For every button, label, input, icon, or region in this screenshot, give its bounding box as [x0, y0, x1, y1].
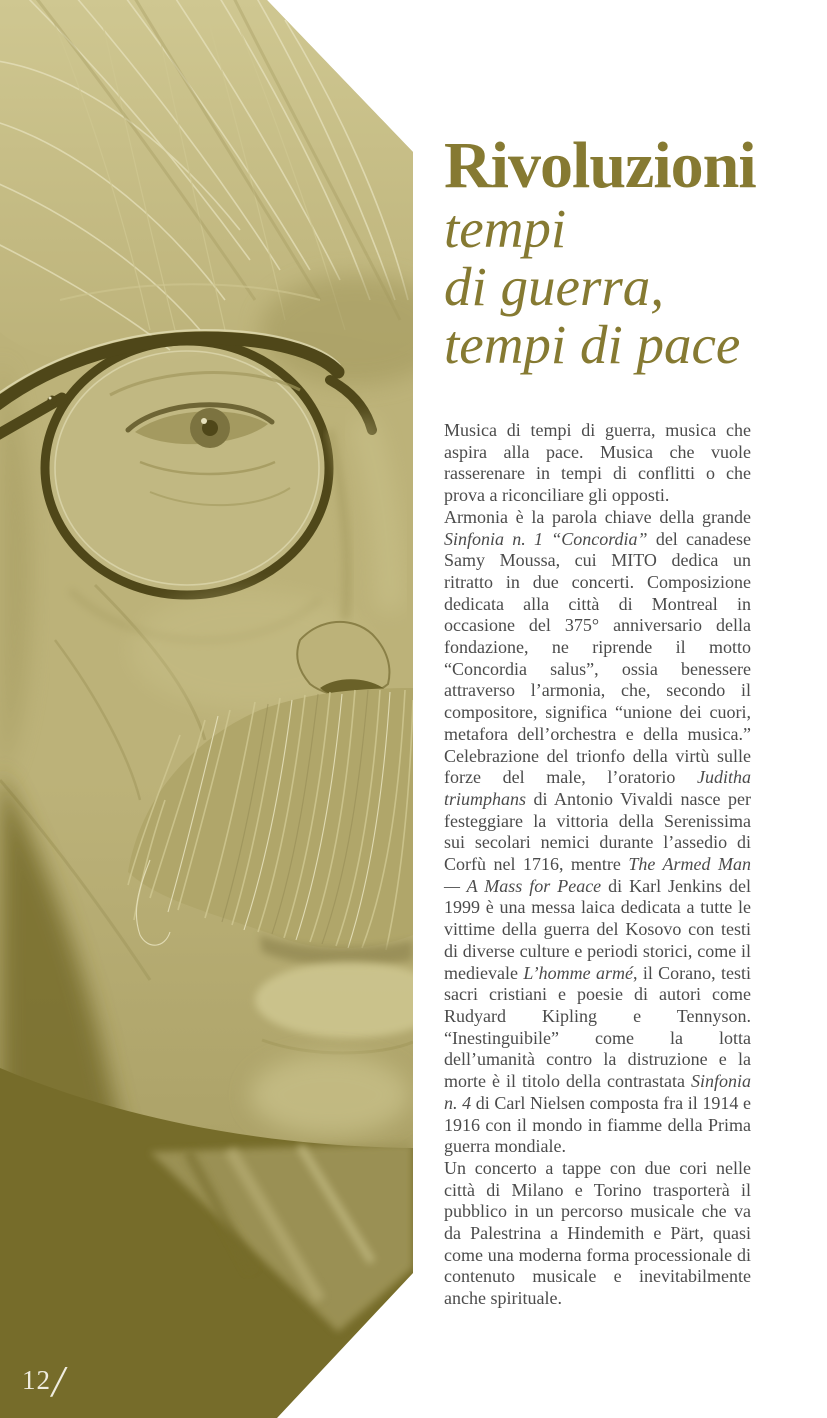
portrait-photo: [0, 0, 413, 1418]
glasses-hinge: [48, 396, 57, 405]
subtitle-line-1: tempi: [444, 198, 567, 259]
article-body: [444, 420, 751, 1310]
article-paragraph: Un concerto a tappe con due cori nelle città di Milano e Torino trasporterà il pubblico in un percorso musicale che va da Palestrina a Hindemith e Pärt, quasi come una moderna forma processionale di contenuto musicale e inevitabilmente anche spirituale.: [444, 1157, 751, 1309]
subtitle-line-2: di guerra,: [444, 256, 664, 317]
article-paragraph: Musica di tempi di guerra, musica che aspira alla pace. Musica che vuole rasserenare in tempi di conflitti o che prova a riconciliare gli opposti.: [444, 420, 751, 506]
page-number-slash: /: [52, 1357, 66, 1406]
page-number: [22, 1357, 66, 1406]
page-subtitle: [444, 200, 740, 374]
article-paragraph: Armonia è la parola chiave della grande Sinfonia n. 1 “Concordia” del canadese Samy Moussa, cui MITO dedica un ritratto in due concerti. Composizione dedicata alla città di Montreal in occasione del 375° anniversario della fondazione, ne riprende il motto “Concordia salus”, ossia benessere attraverso l’armonia, che, secondo il compositore, significa “unione dei cuori, metafora dell’orchestra e della musica.” Celebrazione del trionfo della virtù sulle forze del male, l’oratorio Juditha triumphans di Antonio Vivaldi nasce per festeggiare la vittoria della Serenissima sui secolari nemici durante l’assedio di Corfù nel 1716, mentre The Armed Man — A Mass for Peace di Karl Jenkins del 1999 è una messa laica dedicata a tutte le vittime della guerra del Kosovo con testi di diverse culture e periodi storici, come il medievale L’homme armé, il Corano, testi sacri cristiani e poesie di autori come Rudyard Kipling e Tennyson. “Inestinguibile” come la lotta dell’umanità contro la distruzione e la morte è il titolo della contrastata Sinfonia n. 4 di Carl Nielsen composta fra il 1914 e 1916 con il mondo in fiamme della Prima guerra mondiale.: [444, 506, 751, 1157]
page-number-value: 12: [22, 1365, 51, 1395]
subtitle-line-3: tempi di pace: [444, 314, 741, 375]
page-title: Rivoluzioni: [444, 129, 756, 202]
